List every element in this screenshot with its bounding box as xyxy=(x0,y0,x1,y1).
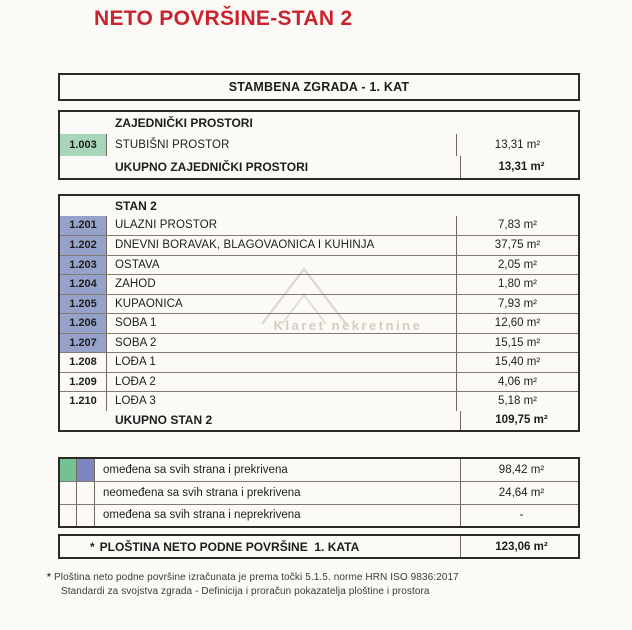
footnote-line-1-text: Ploština neto podne površine izračunata je prema točki 5.1.5. norme HRN ISO 9836:2017 xyxy=(54,572,459,583)
legend-row xyxy=(60,481,578,503)
table-row xyxy=(60,333,578,353)
legend-row xyxy=(60,459,578,481)
grand-total-box xyxy=(58,534,580,559)
section-apartment-2-rows xyxy=(60,216,578,411)
room-code-cell: 1.201 xyxy=(60,216,107,236)
room-label-cell: SOBA 2 xyxy=(115,336,157,349)
room-label-cell: ULAZNI PROSTOR xyxy=(115,219,218,232)
legend-swatch-green xyxy=(60,505,77,526)
footnote xyxy=(47,571,459,599)
room-code-cell: 1.203 xyxy=(60,256,107,275)
table-row xyxy=(60,134,578,156)
room-label-cell: ZAHOD xyxy=(115,278,156,291)
room-label-cell: KUPAONICA xyxy=(115,297,183,310)
legend-value: 24,64 m² xyxy=(460,482,582,503)
room-code-cell: 1.003 xyxy=(60,134,107,156)
room-code-cell: 1.208 xyxy=(60,353,107,372)
page-title: NETO POVRŠINE-STAN 2 xyxy=(94,7,353,30)
room-area-cell: 37,75 m² xyxy=(456,236,578,255)
legend-box xyxy=(58,457,580,528)
legend-label: omeđena sa svih strana i neprekrivena xyxy=(103,509,301,522)
room-label-cell: SOBA 1 xyxy=(115,317,157,330)
legend-swatch-green xyxy=(60,459,77,481)
table-row xyxy=(60,372,578,392)
room-code-cell: 1.210 xyxy=(60,392,107,411)
table-row xyxy=(60,352,578,372)
table-row xyxy=(60,235,578,255)
grand-total-label xyxy=(60,536,460,557)
section-apartment-2-total-row xyxy=(60,411,578,431)
legend-swatch-blue xyxy=(77,505,95,526)
legend-value: - xyxy=(460,505,582,526)
room-label-cell: LOĐA 3 xyxy=(115,395,156,408)
room-area-cell: 5,18 m² xyxy=(456,392,578,411)
table-row xyxy=(60,216,578,236)
room-code-cell: 1.205 xyxy=(60,295,107,314)
section-common-areas xyxy=(58,110,580,180)
asterisk-marker: * xyxy=(90,539,95,554)
legend-row xyxy=(60,504,578,526)
watermark-text: Klaret nekretnine xyxy=(273,318,423,333)
footnote-line-1 xyxy=(47,571,459,585)
room-code-cell: 1.206 xyxy=(60,314,107,333)
room-area-cell: 15,40 m² xyxy=(456,353,578,372)
total-label: UKUPNO STAN 2 xyxy=(115,413,213,428)
grand-total-value: 123,06 m² xyxy=(460,536,582,557)
total-value: 109,75 m² xyxy=(460,411,582,431)
room-area-cell: 7,93 m² xyxy=(456,295,578,314)
legend-swatch-blue xyxy=(77,482,95,503)
legend-rows xyxy=(60,459,578,526)
building-header-box xyxy=(58,73,580,101)
room-area-cell: 4,06 m² xyxy=(456,373,578,392)
room-area-cell: 7,83 m² xyxy=(456,216,578,236)
legend-label: neomeđena sa svih strana i prekrivena xyxy=(103,486,301,499)
table-row xyxy=(60,294,578,314)
room-label-cell: STUBIŠNI PROSTOR xyxy=(115,139,230,151)
total-label: UKUPNO ZAJEDNIČKI PROSTORI xyxy=(115,160,309,174)
room-code-cell: 1.207 xyxy=(60,334,107,353)
room-area-cell: 15,15 m² xyxy=(456,334,578,353)
section-common-total-row xyxy=(60,156,578,178)
legend-swatch-green xyxy=(60,482,77,503)
table-row xyxy=(60,391,578,411)
room-code-cell: 1.202 xyxy=(60,236,107,255)
legend-label: omeđena sa svih strana i prekrivena xyxy=(103,464,288,477)
total-value: 13,31 m² xyxy=(460,156,582,178)
section-common-rows xyxy=(60,134,578,156)
table-row xyxy=(60,313,578,333)
room-area-cell: 13,31 m² xyxy=(456,134,578,156)
room-area-cell: 12,60 m² xyxy=(456,314,578,333)
grand-total-label-text: PLOŠTINA NETO PODNE POVRŠINE 1. KATA xyxy=(99,539,360,554)
section-apartment-2-header: STAN 2 xyxy=(115,198,157,213)
room-label-cell: LOĐA 1 xyxy=(115,356,156,369)
legend-value: 98,42 m² xyxy=(460,459,582,481)
section-apartment-2 xyxy=(58,194,580,432)
room-label-cell: LOĐA 2 xyxy=(115,375,156,388)
asterisk-marker: * xyxy=(47,572,51,583)
table-row xyxy=(60,274,578,294)
room-label-cell: OSTAVA xyxy=(115,258,160,271)
room-area-cell: 1,80 m² xyxy=(456,275,578,294)
room-area-cell: 2,05 m² xyxy=(456,256,578,275)
building-header-title: STAMBENA ZGRADA - 1. KAT xyxy=(228,80,410,94)
footnote-line-2: Standardi za svojstva zgrada - Definicija i proračun pokazatelja ploštine i prostora xyxy=(61,586,430,597)
table-row xyxy=(60,255,578,275)
room-code-cell: 1.209 xyxy=(60,373,107,392)
room-label-cell: DNEVNI BORAVAK, BLAGOVAONICA I KUHINJA xyxy=(115,239,375,252)
legend-swatch-blue xyxy=(77,459,95,481)
section-common-header: ZAJEDNIČKI PROSTORI xyxy=(115,116,253,130)
room-code-cell: 1.204 xyxy=(60,275,107,294)
